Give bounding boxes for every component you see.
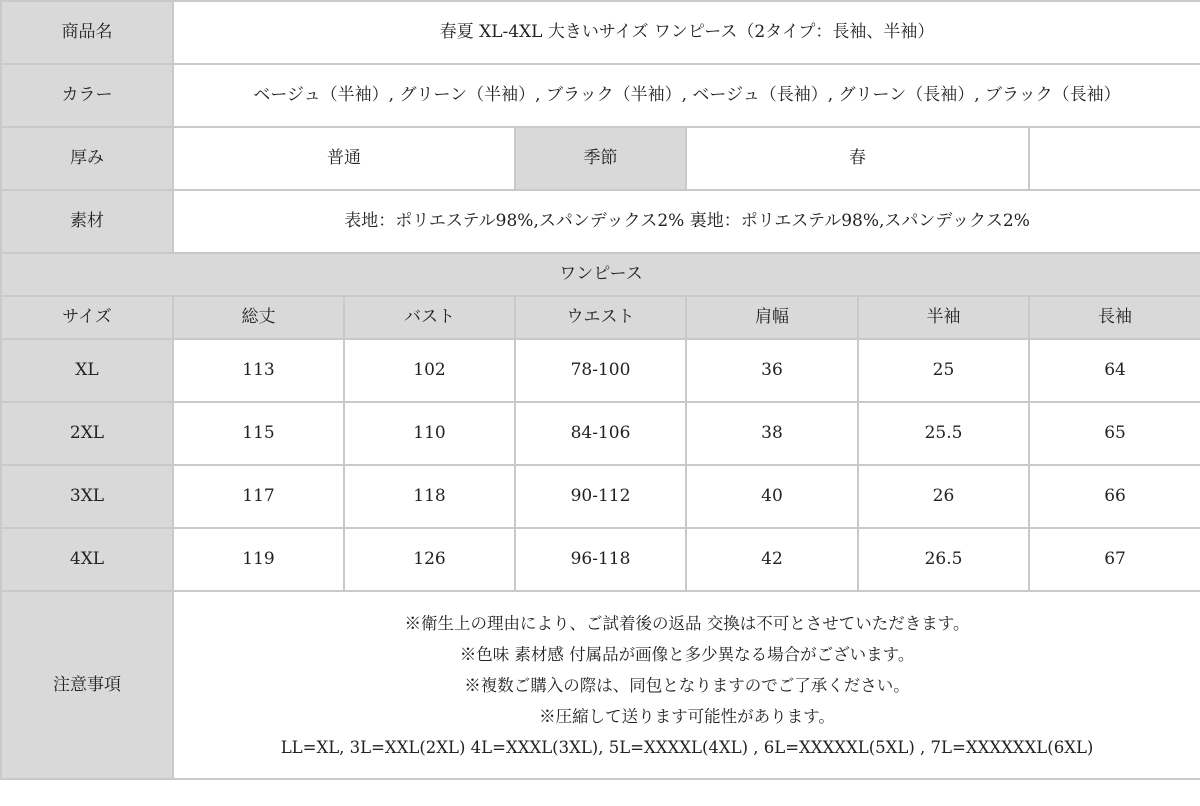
- table-row: [1, 339, 1200, 402]
- row-notes: [1, 591, 1200, 779]
- size-cell: 3XL: [1, 465, 173, 528]
- note-line: ※衛生上の理由により、ご試着後の返品 交換は不可とさせていただきます。: [404, 613, 970, 633]
- header-short-sleeve: 半袖: [858, 296, 1029, 339]
- size-table-title: ワンピース: [1, 253, 1200, 296]
- value-cell: 67: [1029, 528, 1200, 591]
- value-cell: 25.5: [858, 402, 1029, 465]
- header-shoulder: 肩幅: [686, 296, 858, 339]
- value-cell: 118: [344, 465, 515, 528]
- value-cell: 90-112: [515, 465, 686, 528]
- season-value: 春: [686, 127, 1029, 190]
- value-cell: 26.5: [858, 528, 1029, 591]
- size-cell: 4XL: [1, 528, 173, 591]
- note-line: ※圧縮して送ります可能性があります。: [539, 706, 835, 726]
- notes-body: [173, 591, 1200, 779]
- value-cell: 42: [686, 528, 858, 591]
- header-length: 総丈: [173, 296, 344, 339]
- table-row: [1, 528, 1200, 591]
- value-cell: 25: [858, 339, 1029, 402]
- size-cell: XL: [1, 339, 173, 402]
- value-cell: 126: [344, 528, 515, 591]
- value-cell: 38: [686, 402, 858, 465]
- material-label: 素材: [1, 190, 173, 253]
- empty-cell: [1029, 127, 1200, 190]
- value-cell: 96-118: [515, 528, 686, 591]
- color-value: ベージュ（半袖）, グリーン（半袖）, ブラック（半袖）, ベージュ（長袖）, グリーン（長袖）, ブラック（長袖）: [173, 64, 1200, 127]
- row-product-name: [1, 1, 1200, 64]
- header-size: サイズ: [1, 296, 173, 339]
- value-cell: 64: [1029, 339, 1200, 402]
- notes-label: 注意事項: [1, 591, 173, 779]
- note-line: LL=XL, 3L=XXL(2XL) 4L=XXXL(3XL), 5L=XXXXL(4XL) , 6L=XXXXXL(5XL) , 7L=XXXXXXL(6XL): [280, 737, 1094, 757]
- season-label: 季節: [515, 127, 686, 190]
- value-cell: 117: [173, 465, 344, 528]
- value-cell: 78-100: [515, 339, 686, 402]
- row-color: [1, 64, 1200, 127]
- header-long-sleeve: 長袖: [1029, 296, 1200, 339]
- row-material: [1, 190, 1200, 253]
- table-row: [1, 465, 1200, 528]
- value-cell: 66: [1029, 465, 1200, 528]
- value-cell: 26: [858, 465, 1029, 528]
- value-cell: 115: [173, 402, 344, 465]
- value-cell: 65: [1029, 402, 1200, 465]
- header-waist: ウエスト: [515, 296, 686, 339]
- product-name-value: 春夏 XL-4XL 大きいサイズ ワンピース（2タイプ：長袖、半袖）: [173, 1, 1200, 64]
- value-cell: 102: [344, 339, 515, 402]
- color-label: カラー: [1, 64, 173, 127]
- product-name-label: 商品名: [1, 1, 173, 64]
- note-line: ※色味 素材感 付属品が画像と多少異なる場合がございます。: [459, 644, 915, 664]
- value-cell: 113: [173, 339, 344, 402]
- size-header-row: [1, 296, 1200, 339]
- thickness-label: 厚み: [1, 127, 173, 190]
- value-cell: 84-106: [515, 402, 686, 465]
- note-line: ※複数ご購入の際は、同包となりますのでご了承ください。: [464, 675, 910, 695]
- value-cell: 119: [173, 528, 344, 591]
- value-cell: 110: [344, 402, 515, 465]
- material-value: 表地：ポリエステル98%,スパンデックス2% 裏地：ポリエステル98%,スパンデックス2%: [173, 190, 1200, 253]
- header-bust: バスト: [344, 296, 515, 339]
- table-row: [1, 402, 1200, 465]
- size-cell: 2XL: [1, 402, 173, 465]
- value-cell: 36: [686, 339, 858, 402]
- row-thickness-season: [1, 127, 1200, 190]
- row-size-table-title: [1, 253, 1200, 296]
- value-cell: 40: [686, 465, 858, 528]
- thickness-value: 普通: [173, 127, 515, 190]
